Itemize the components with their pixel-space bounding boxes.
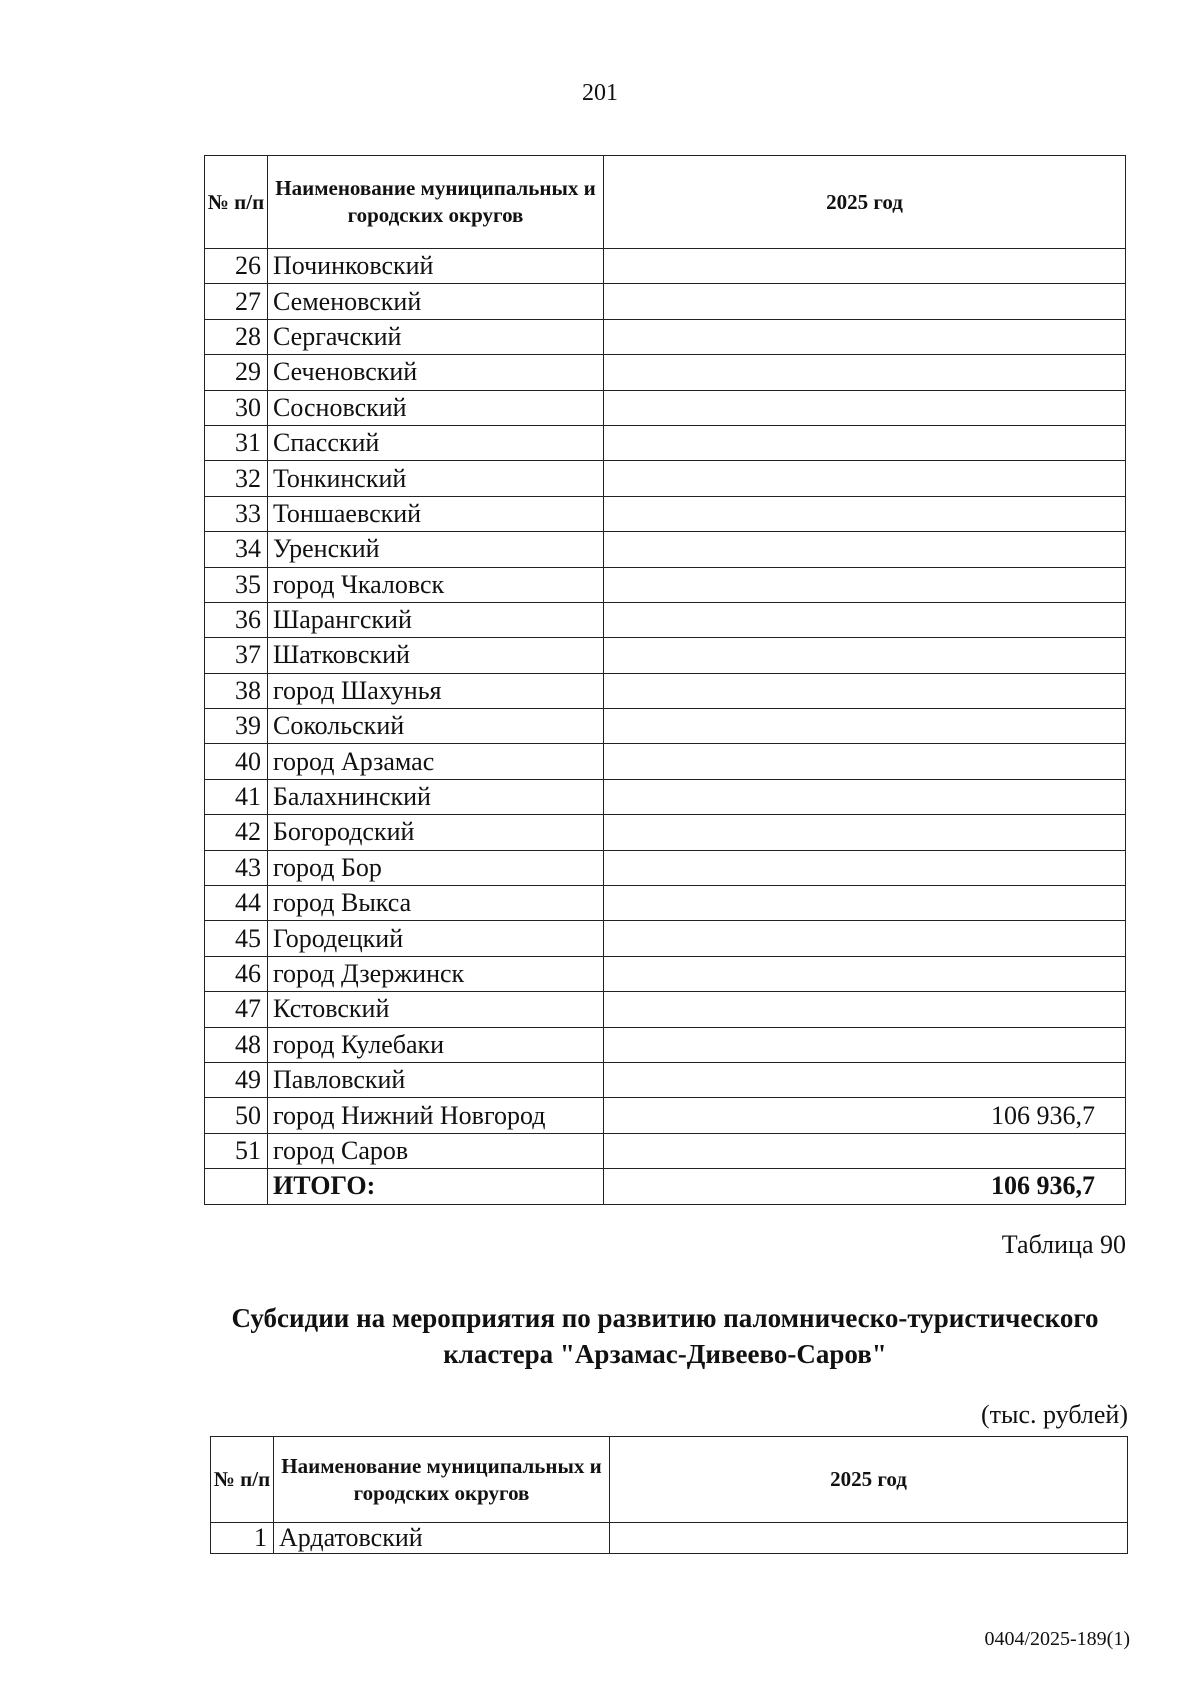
table-row — [205, 850, 1126, 885]
district-name: город Арзамас — [268, 744, 604, 779]
district-name: Починковский — [268, 249, 604, 284]
row-number: 40 — [205, 744, 268, 779]
row-number: 48 — [205, 1027, 268, 1062]
table-row — [205, 1062, 1126, 1097]
district-name: Сосновский — [268, 390, 604, 425]
district-name: Богородский — [268, 815, 604, 850]
district-name: Спасский — [268, 425, 604, 460]
district-name: Сергачский — [268, 319, 604, 354]
amount-2025 — [604, 425, 1126, 460]
district-name: город Кулебаки — [268, 1027, 604, 1062]
row-number: 44 — [205, 886, 268, 921]
row-number: 27 — [205, 284, 268, 319]
row-number: 28 — [205, 319, 268, 354]
subsidy-table-90 — [210, 1436, 1128, 1554]
table-row — [205, 815, 1126, 850]
district-name: Шатковский — [268, 638, 604, 673]
table-row — [205, 532, 1126, 567]
table-body — [211, 1523, 1128, 1554]
district-name: Городецкий — [268, 921, 604, 956]
amount-2025 — [604, 779, 1126, 814]
district-name: город Шахунья — [268, 673, 604, 708]
amount-2025 — [604, 461, 1126, 496]
table-row — [205, 779, 1126, 814]
table-caption: Таблица 90 — [1001, 1230, 1126, 1259]
amount-2025 — [604, 355, 1126, 390]
table-row — [205, 921, 1126, 956]
row-number: 37 — [205, 638, 268, 673]
district-name: Сокольский — [268, 709, 604, 744]
amount-2025 — [604, 956, 1126, 991]
amount-2025 — [610, 1523, 1128, 1554]
header-name: Наименование муниципальных и городских округов — [274, 1437, 610, 1523]
row-number: 46 — [205, 956, 268, 991]
subsidy-table-continued — [204, 155, 1126, 1205]
units-label: (тыс. рублей) — [980, 1400, 1128, 1429]
table-row — [205, 496, 1126, 531]
table-row — [205, 638, 1126, 673]
amount-2025 — [604, 319, 1126, 354]
table-row — [205, 1133, 1126, 1168]
row-number: 41 — [205, 779, 268, 814]
amount-2025 — [604, 249, 1126, 284]
table-row — [205, 886, 1126, 921]
title-line-2: кластера "Арзамас-Дивеево-Саров" — [443, 1339, 887, 1369]
table-row — [205, 1098, 1126, 1133]
district-name: Семеновский — [268, 284, 604, 319]
table-row — [205, 425, 1126, 460]
district-name: город Саров — [268, 1133, 604, 1168]
amount-2025 — [604, 390, 1126, 425]
table-row — [205, 709, 1126, 744]
row-number: 43 — [205, 850, 268, 885]
district-name: Сеченовский — [268, 355, 604, 390]
row-number: 36 — [205, 602, 268, 637]
document-code: 0404/2025-189(1) — [984, 1628, 1130, 1650]
district-name: город Бор — [268, 850, 604, 885]
table-row — [205, 567, 1126, 602]
amount-2025 — [604, 532, 1126, 567]
total-num-cell — [205, 1169, 268, 1204]
total-row — [205, 1169, 1126, 1204]
row-number: 42 — [205, 815, 268, 850]
header-year: 2025 год — [610, 1437, 1128, 1523]
table-row — [205, 355, 1126, 390]
amount-2025: 106 936,7 — [604, 1098, 1126, 1133]
table-title — [200, 1300, 1130, 1372]
row-number: 30 — [205, 390, 268, 425]
amount-2025 — [604, 567, 1126, 602]
table-row — [205, 744, 1126, 779]
amount-2025 — [604, 1027, 1126, 1062]
district-name: Балахнинский — [268, 779, 604, 814]
row-number: 29 — [205, 355, 268, 390]
table-row — [205, 673, 1126, 708]
table-row — [205, 390, 1126, 425]
district-name: Ардатовский — [274, 1523, 610, 1554]
district-name: город Чкаловск — [268, 567, 604, 602]
amount-2025 — [604, 284, 1126, 319]
table-row — [205, 602, 1126, 637]
row-number: 35 — [205, 567, 268, 602]
total-value: 106 936,7 — [604, 1169, 1126, 1204]
header-name: Наименование муниципальных и городских округов — [268, 156, 604, 249]
amount-2025 — [604, 709, 1126, 744]
total-label: ИТОГО: — [268, 1169, 604, 1204]
district-name: город Нижний Новгород — [268, 1098, 604, 1133]
table-row — [211, 1523, 1128, 1554]
table-row — [205, 461, 1126, 496]
row-number: 1 — [211, 1523, 274, 1554]
amount-2025 — [604, 496, 1126, 531]
table-row — [205, 1027, 1126, 1062]
header-num: № п/п — [211, 1437, 274, 1523]
table-row — [205, 284, 1126, 319]
amount-2025 — [604, 1133, 1126, 1168]
amount-2025 — [604, 992, 1126, 1027]
row-number: 50 — [205, 1098, 268, 1133]
row-number: 39 — [205, 709, 268, 744]
row-number: 33 — [205, 496, 268, 531]
amount-2025 — [604, 921, 1126, 956]
table-row — [205, 992, 1126, 1027]
district-name: Уренский — [268, 532, 604, 567]
header-num: № п/п — [205, 156, 268, 249]
amount-2025 — [604, 638, 1126, 673]
amount-2025 — [604, 602, 1126, 637]
amount-2025 — [604, 886, 1126, 921]
row-number: 32 — [205, 461, 268, 496]
row-number: 31 — [205, 425, 268, 460]
table-row — [205, 956, 1126, 991]
amount-2025 — [604, 815, 1126, 850]
table-row — [205, 249, 1126, 284]
amount-2025 — [604, 744, 1126, 779]
header-year: 2025 год — [604, 156, 1126, 249]
district-name: Шарангский — [268, 602, 604, 637]
page-number: 201 — [582, 80, 618, 106]
row-number: 47 — [205, 992, 268, 1027]
district-name: Тонкинский — [268, 461, 604, 496]
row-number: 38 — [205, 673, 268, 708]
title-line-1: Субсидии на мероприятия по развитию паломническо-туристического — [231, 1303, 1099, 1333]
row-number: 49 — [205, 1062, 268, 1097]
table-row — [205, 319, 1126, 354]
row-number: 26 — [205, 249, 268, 284]
amount-2025 — [604, 1062, 1126, 1097]
district-name: Кстовский — [268, 992, 604, 1027]
row-number: 45 — [205, 921, 268, 956]
amount-2025 — [604, 850, 1126, 885]
district-name: город Выкса — [268, 886, 604, 921]
table-body — [205, 249, 1126, 1205]
amount-2025 — [604, 673, 1126, 708]
row-number: 51 — [205, 1133, 268, 1168]
district-name: Тоншаевский — [268, 496, 604, 531]
row-number: 34 — [205, 532, 268, 567]
district-name: Павловский — [268, 1062, 604, 1097]
district-name: город Дзержинск — [268, 956, 604, 991]
